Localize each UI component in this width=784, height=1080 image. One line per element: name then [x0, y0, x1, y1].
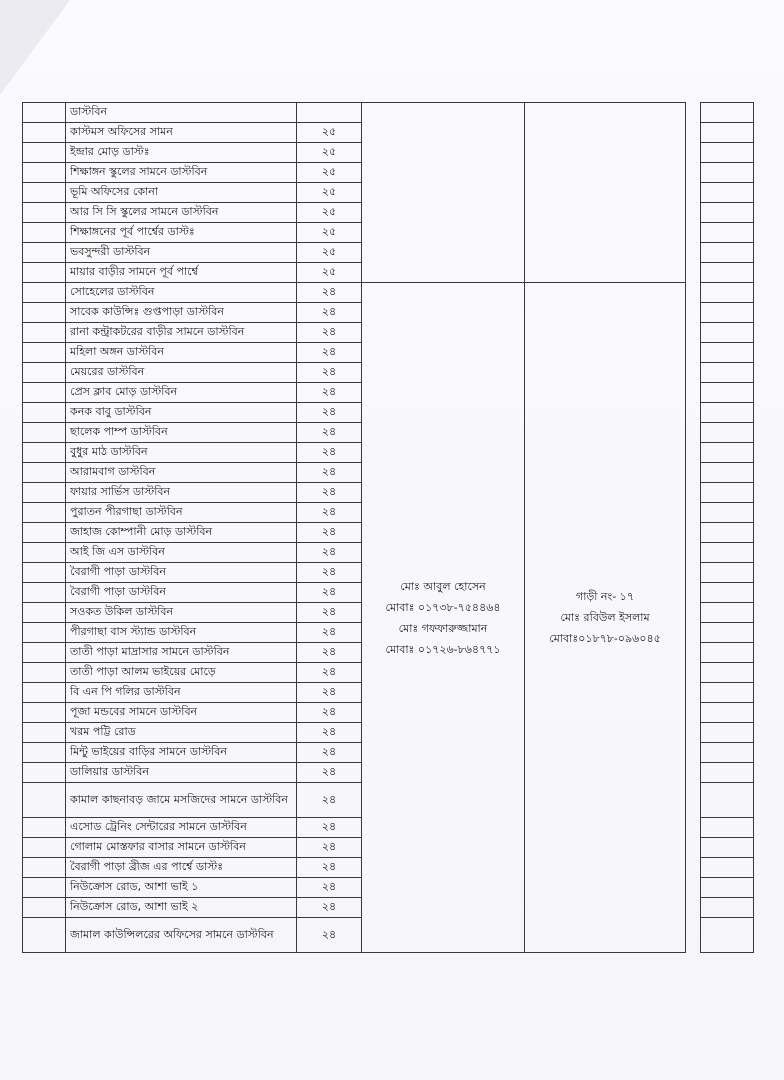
serial-cell — [23, 343, 66, 363]
serial-cell — [23, 223, 66, 243]
check-cell — [701, 163, 754, 183]
serial-cell — [23, 243, 66, 263]
check-cell — [701, 663, 754, 683]
column-gap — [686, 663, 701, 683]
serial-cell — [23, 743, 66, 763]
quantity-cell: ২৪ — [297, 603, 362, 623]
check-cell — [701, 703, 754, 723]
location-cell: বৈরাগী পাড়া ব্রীজ এর পার্শ্বে ডাস্টঃ — [66, 858, 297, 878]
check-cell — [701, 343, 754, 363]
location-cell: মহিলা অঙ্গন ডাস্টবিন — [66, 343, 297, 363]
column-gap — [686, 723, 701, 743]
serial-cell — [23, 918, 66, 953]
location-cell: নিউক্রোস রোড, আশা ভাই ২ — [66, 898, 297, 918]
check-cell — [701, 858, 754, 878]
location-cell: পূজা মন্ডবের সামনে ডাস্টবিন — [66, 703, 297, 723]
column-gap — [686, 283, 701, 303]
column-gap — [686, 918, 701, 953]
quantity-cell: ২৪ — [297, 423, 362, 443]
location-cell: বৈরাগী পাড়া ডাস্টবিন — [66, 563, 297, 583]
table-body — [23, 103, 754, 953]
check-cell — [701, 503, 754, 523]
location-cell: সোহেলের ডাস্টবিন — [66, 283, 297, 303]
serial-cell — [23, 503, 66, 523]
location-cell: তাতী পাড়া মাদ্রাসার সামনে ডাস্টবিন — [66, 643, 297, 663]
check-cell — [701, 483, 754, 503]
quantity-cell: ২৫ — [297, 183, 362, 203]
location-cell: বৈরাগী পাড়া ডাস্টবিন — [66, 583, 297, 603]
column-gap — [686, 523, 701, 543]
serial-cell — [23, 858, 66, 878]
vehicle-cell — [525, 283, 686, 953]
location-cell: ছালেক পাম্প ডাস্টবিন — [66, 423, 297, 443]
check-cell — [701, 523, 754, 543]
column-gap — [686, 503, 701, 523]
serial-cell — [23, 323, 66, 343]
serial-cell — [23, 763, 66, 783]
quantity-cell — [297, 103, 362, 123]
column-gap — [686, 783, 701, 818]
column-gap — [686, 683, 701, 703]
serial-cell — [23, 283, 66, 303]
quantity-cell: ২৪ — [297, 323, 362, 343]
quantity-cell: ২৫ — [297, 243, 362, 263]
serial-cell — [23, 403, 66, 423]
check-cell — [701, 223, 754, 243]
serial-cell — [23, 563, 66, 583]
column-gap — [686, 223, 701, 243]
serial-cell — [23, 263, 66, 283]
quantity-cell: ২৫ — [297, 263, 362, 283]
quantity-cell: ২৫ — [297, 203, 362, 223]
quantity-cell: ২৪ — [297, 463, 362, 483]
location-cell: পীরগাছা বাস স্ট্যান্ড ডাস্টবিন — [66, 623, 297, 643]
check-cell — [701, 623, 754, 643]
check-cell — [701, 898, 754, 918]
column-gap — [686, 263, 701, 283]
location-cell: নিউক্রোস রোড, আশা ভাই ১ — [66, 878, 297, 898]
check-cell — [701, 838, 754, 858]
quantity-cell: ২৪ — [297, 763, 362, 783]
check-cell — [701, 643, 754, 663]
serial-cell — [23, 363, 66, 383]
column-gap — [686, 463, 701, 483]
quantity-cell: ২৪ — [297, 838, 362, 858]
table-row — [23, 283, 754, 303]
location-cell: রানা কন্ট্রাকটরের বাড়ীর সামনে ডাস্টবিন — [66, 323, 297, 343]
check-cell — [701, 243, 754, 263]
check-cell — [701, 603, 754, 623]
table-row — [23, 103, 754, 123]
column-gap — [686, 443, 701, 463]
serial-cell — [23, 878, 66, 898]
vehicle-line: মোঃ রবিউল ইসলাম — [560, 611, 650, 624]
supervisor-cell-empty — [362, 103, 525, 283]
check-cell — [701, 363, 754, 383]
check-cell — [701, 723, 754, 743]
column-gap — [686, 838, 701, 858]
location-cell: জামাল কাউন্সিলরের অফিসের সামনে ডাস্টবিন — [66, 918, 297, 953]
serial-cell — [23, 483, 66, 503]
quantity-cell: ২৪ — [297, 383, 362, 403]
column-gap — [686, 563, 701, 583]
column-gap — [686, 303, 701, 323]
location-cell: কাস্টমস অফিসের সামন — [66, 123, 297, 143]
location-cell: সওকত উকিল ডাস্টবিন — [66, 603, 297, 623]
location-cell: কামাল কাছনাবড় জামে মসজিদের সামনে ডাস্টবিন — [66, 783, 297, 818]
quantity-cell: ২৪ — [297, 363, 362, 383]
dustbin-schedule-table — [22, 102, 754, 953]
quantity-cell: ২৪ — [297, 898, 362, 918]
quantity-cell: ২৪ — [297, 343, 362, 363]
quantity-cell: ২৪ — [297, 503, 362, 523]
check-cell — [701, 403, 754, 423]
check-cell — [701, 743, 754, 763]
check-cell — [701, 423, 754, 443]
quantity-cell: ২৪ — [297, 443, 362, 463]
location-cell: পুরাতন পীরগাছা ডাস্টবিন — [66, 503, 297, 523]
quantity-cell: ২৫ — [297, 163, 362, 183]
check-cell — [701, 763, 754, 783]
column-gap — [686, 878, 701, 898]
location-cell: মায়ার বাড়ীর সামনে পূর্ব পার্শ্বে — [66, 263, 297, 283]
column-gap — [686, 183, 701, 203]
check-cell — [701, 123, 754, 143]
quantity-cell: ২৪ — [297, 663, 362, 683]
column-gap — [686, 583, 701, 603]
serial-cell — [23, 643, 66, 663]
location-cell: এসোড ট্রেনিং সেন্টারের সামনে ডাস্টবিন — [66, 818, 297, 838]
location-cell: মেয়রের ডাস্টবিন — [66, 363, 297, 383]
quantity-cell: ২৪ — [297, 643, 362, 663]
quantity-cell: ২৫ — [297, 143, 362, 163]
column-gap — [686, 323, 701, 343]
location-cell: ইন্দ্রার মোড় ডাস্টঃ — [66, 143, 297, 163]
serial-cell — [23, 683, 66, 703]
location-cell: বি এন পি গলির ডাস্টবিন — [66, 683, 297, 703]
location-cell: প্রেস ক্লাব মোড় ডাস্টবিন — [66, 383, 297, 403]
serial-cell — [23, 583, 66, 603]
location-cell: ফায়ার সার্ভিস ডাস্টবিন — [66, 483, 297, 503]
location-cell: ভূমি অফিসের কোনা — [66, 183, 297, 203]
check-cell — [701, 783, 754, 818]
column-gap — [686, 423, 701, 443]
supervisor-line: মোঃ গফফারুজ্জামান — [398, 621, 488, 635]
check-cell — [701, 323, 754, 343]
vehicle-cell-empty — [525, 103, 686, 283]
serial-cell — [23, 783, 66, 818]
quantity-cell: ২৪ — [297, 583, 362, 603]
column-gap — [686, 858, 701, 878]
location-cell: বুধুর মাঠ ডাস্টবিন — [66, 443, 297, 463]
vehicle-line: মোবাঃ০১৮৭৮-০৯৬০৪৫ — [549, 632, 661, 645]
supervisor-line: মোবাঃ ০১৭৩৮-৭৫৪৪৬৪ — [385, 600, 501, 614]
serial-cell — [23, 203, 66, 223]
supervisor-cell — [362, 283, 525, 953]
check-cell — [701, 543, 754, 563]
serial-cell — [23, 603, 66, 623]
check-cell — [701, 103, 754, 123]
vehicle-line: গাড়ী নং- ১৭ — [576, 590, 634, 603]
check-cell — [701, 918, 754, 953]
location-cell: ভবসুন্দরী ডাস্টবিন — [66, 243, 297, 263]
column-gap — [686, 123, 701, 143]
location-cell: কনক বাবু ডাস্টবিন — [66, 403, 297, 423]
quantity-cell: ২৪ — [297, 483, 362, 503]
quantity-cell: ২৪ — [297, 818, 362, 838]
check-cell — [701, 383, 754, 403]
location-cell: আরামবাগ ডাস্টবিন — [66, 463, 297, 483]
serial-cell — [23, 423, 66, 443]
column-gap — [686, 703, 701, 723]
column-gap — [686, 743, 701, 763]
serial-cell — [23, 183, 66, 203]
column-gap — [686, 403, 701, 423]
location-cell: ডালিয়ার ডাস্টবিন — [66, 763, 297, 783]
location-cell: ডাস্টবিন — [66, 103, 297, 123]
serial-cell — [23, 123, 66, 143]
quantity-cell: ২৪ — [297, 858, 362, 878]
serial-cell — [23, 623, 66, 643]
quantity-cell: ২৪ — [297, 403, 362, 423]
quantity-cell: ২৪ — [297, 543, 362, 563]
check-cell — [701, 203, 754, 223]
location-cell: মিন্টু ভাইয়ের বাড়ির সামনে ডাস্টবিন — [66, 743, 297, 763]
location-cell: সাবেক কাউন্সিঃ গুপ্তপাড়া ডাস্টবিন — [66, 303, 297, 323]
check-cell — [701, 683, 754, 703]
quantity-cell: ২৪ — [297, 783, 362, 818]
quantity-cell: ২৫ — [297, 123, 362, 143]
serial-cell — [23, 463, 66, 483]
location-cell: শিক্ষাঙ্গনের পূর্ব পার্শ্বের ডাস্টঃ — [66, 223, 297, 243]
quantity-cell: ২৪ — [297, 623, 362, 643]
quantity-cell: ২৫ — [297, 223, 362, 243]
location-cell: জাহাজ কোম্পানী মোড় ডাস্টবিন — [66, 523, 297, 543]
check-cell — [701, 183, 754, 203]
column-gap — [686, 143, 701, 163]
quantity-cell: ২৪ — [297, 303, 362, 323]
column-gap — [686, 103, 701, 123]
quantity-cell: ২৪ — [297, 283, 362, 303]
serial-cell — [23, 898, 66, 918]
check-cell — [701, 443, 754, 463]
check-cell — [701, 463, 754, 483]
location-cell: খরম পট্টি রোড — [66, 723, 297, 743]
check-cell — [701, 583, 754, 603]
check-cell — [701, 818, 754, 838]
serial-cell — [23, 143, 66, 163]
check-cell — [701, 263, 754, 283]
serial-cell — [23, 443, 66, 463]
column-gap — [686, 543, 701, 563]
quantity-cell: ২৪ — [297, 563, 362, 583]
column-gap — [686, 483, 701, 503]
check-cell — [701, 283, 754, 303]
column-gap — [686, 203, 701, 223]
supervisor-line: মোবাঃ ০১৭২৬-৮৬৪৭৭১ — [385, 642, 501, 656]
column-gap — [686, 363, 701, 383]
quantity-cell: ২৪ — [297, 918, 362, 953]
serial-cell — [23, 543, 66, 563]
quantity-cell: ২৪ — [297, 523, 362, 543]
column-gap — [686, 623, 701, 643]
location-cell: শিক্ষাঙ্গন স্কুলের সামনে ডাস্টবিন — [66, 163, 297, 183]
check-cell — [701, 878, 754, 898]
serial-cell — [23, 703, 66, 723]
column-gap — [686, 643, 701, 663]
check-cell — [701, 563, 754, 583]
location-cell: গোলাম মোস্তফার বাসার সামনে ডাস্টবিন — [66, 838, 297, 858]
column-gap — [686, 763, 701, 783]
column-gap — [686, 243, 701, 263]
serial-cell — [23, 523, 66, 543]
serial-cell — [23, 163, 66, 183]
quantity-cell: ২৪ — [297, 723, 362, 743]
location-cell: আর সি সি স্কুলের সামনে ডাস্টবিন — [66, 203, 297, 223]
location-cell: আই জি এস ডাস্টবিন — [66, 543, 297, 563]
serial-cell — [23, 383, 66, 403]
page-corner-fold — [0, 0, 70, 95]
serial-cell — [23, 663, 66, 683]
check-cell — [701, 143, 754, 163]
quantity-cell: ২৪ — [297, 743, 362, 763]
column-gap — [686, 343, 701, 363]
column-gap — [686, 898, 701, 918]
serial-cell — [23, 723, 66, 743]
serial-cell — [23, 303, 66, 323]
location-cell: তাতী পাড়া আলম ভাইয়ের মোড়ে — [66, 663, 297, 683]
quantity-cell: ২৪ — [297, 878, 362, 898]
serial-cell — [23, 818, 66, 838]
quantity-cell: ২৪ — [297, 683, 362, 703]
supervisor-line: মোঃ আবুল হোসেন — [400, 579, 486, 593]
serial-cell — [23, 838, 66, 858]
check-cell — [701, 303, 754, 323]
column-gap — [686, 818, 701, 838]
serial-cell — [23, 103, 66, 123]
column-gap — [686, 603, 701, 623]
column-gap — [686, 163, 701, 183]
column-gap — [686, 383, 701, 403]
quantity-cell: ২৪ — [297, 703, 362, 723]
